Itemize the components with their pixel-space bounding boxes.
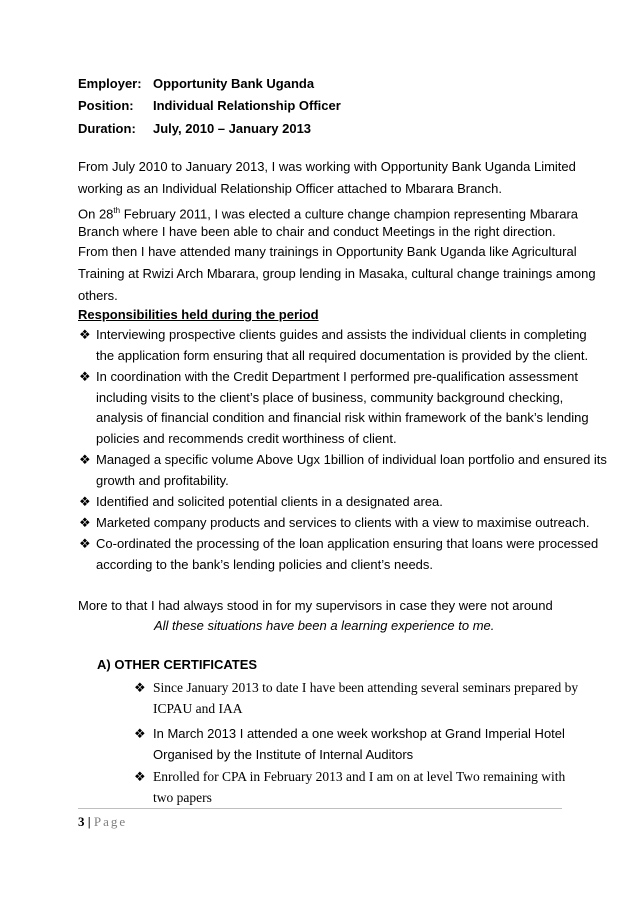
- diamond-bullet-icon: ❖: [134, 680, 146, 695]
- list-item: analysis of financial condition and financial risk within framework of the bank’s lending: [96, 410, 589, 425]
- list-item: policies and recommends credit worthiness of client.: [96, 431, 397, 446]
- diamond-bullet-icon: ❖: [79, 327, 91, 342]
- page-label: Page: [93, 814, 128, 829]
- closing-line: More to that I had always stood in for my supervisors in case they were not around: [78, 598, 553, 613]
- diamond-bullet-icon: ❖: [79, 536, 91, 551]
- certificate-item: Enrolled for CPA in February 2013 and I am on at level Two remaining with: [153, 769, 566, 784]
- certificates-heading: A) OTHER CERTIFICATES: [97, 657, 258, 672]
- intro-line: [78, 203, 578, 222]
- certificate-item: two papers: [153, 790, 212, 805]
- intro-line: From July 2010 to January 2013, I was working with Opportunity Bank Uganda Limited: [78, 159, 576, 174]
- intro-line: Training at Rwizi Arch Mbarara, group lending in Masaka, cultural change trainings among: [78, 266, 596, 281]
- employer-label: Employer:: [78, 76, 142, 91]
- intro-line: From then I have attended many trainings in Opportunity Bank Uganda like Agricultural: [78, 244, 577, 259]
- diamond-bullet-icon: ❖: [79, 494, 91, 509]
- responsibilities-heading: Responsibilities held during the period: [78, 307, 319, 322]
- intro-text: February 2011, I was elected a culture change champion representing Mbarara: [120, 206, 579, 222]
- page-separator: |: [84, 814, 94, 829]
- intro-line: working as an Individual Relationship Officer attached to Mbarara Branch.: [78, 181, 502, 196]
- intro-line: others.: [78, 288, 118, 303]
- intro-text: On 28: [78, 206, 114, 222]
- duration-value: July, 2010 – January 2013: [153, 121, 312, 136]
- closing-italic-line: All these situations have been a learning experience to me.: [154, 618, 495, 633]
- list-item: the application form ensuring that all required documentation is provided by the client.: [96, 348, 589, 363]
- list-item: growth and profitability.: [96, 473, 229, 488]
- diamond-bullet-icon: ❖: [134, 726, 146, 741]
- list-item: Managed a specific volume Above Ugx 1billion of individual loan portfolio and ensured its: [96, 452, 607, 467]
- list-item: Interviewing prospective clients guides and assists the individual clients in completing: [96, 327, 587, 342]
- page-footer: [78, 814, 127, 830]
- list-item: according to the bank’s lending policies and client’s needs.: [96, 557, 434, 572]
- certificate-item: Since January 2013 to date I have been attending several seminars prepared by: [153, 680, 579, 695]
- diamond-bullet-icon: ❖: [79, 515, 91, 530]
- duration-label: Duration:: [78, 121, 136, 136]
- list-item: In coordination with the Credit Department I performed pre-qualification assessment: [96, 369, 578, 384]
- footer-divider: [78, 808, 562, 809]
- ordinal-superscript: th: [113, 206, 121, 215]
- diamond-bullet-icon: ❖: [79, 452, 91, 467]
- list-item: Identified and solicited potential clients in a designated area.: [96, 494, 443, 509]
- position-value: Individual Relationship Officer: [153, 98, 341, 113]
- diamond-bullet-icon: ❖: [79, 369, 91, 384]
- diamond-bullet-icon: ❖: [134, 769, 146, 784]
- certificate-item: In March 2013 I attended a one week workshop at Grand Imperial Hotel: [153, 726, 565, 741]
- position-label: Position:: [78, 98, 134, 113]
- list-item: including visits to the client’s place of business, community background checking,: [96, 390, 564, 405]
- list-item: Marketed company products and services to clients with a view to maximise outreach.: [96, 515, 590, 530]
- page-number: 3: [78, 814, 85, 829]
- list-item: Co-ordinated the processing of the loan application ensuring that loans were processed: [96, 536, 599, 551]
- certificate-item: ICPAU and IAA: [153, 701, 243, 716]
- certificate-item: Organised by the Institute of Internal Auditors: [153, 747, 414, 762]
- employer-value: Opportunity Bank Uganda: [153, 76, 315, 91]
- intro-line: Branch where I have been able to chair and conduct Meetings in the right direction.: [78, 224, 556, 239]
